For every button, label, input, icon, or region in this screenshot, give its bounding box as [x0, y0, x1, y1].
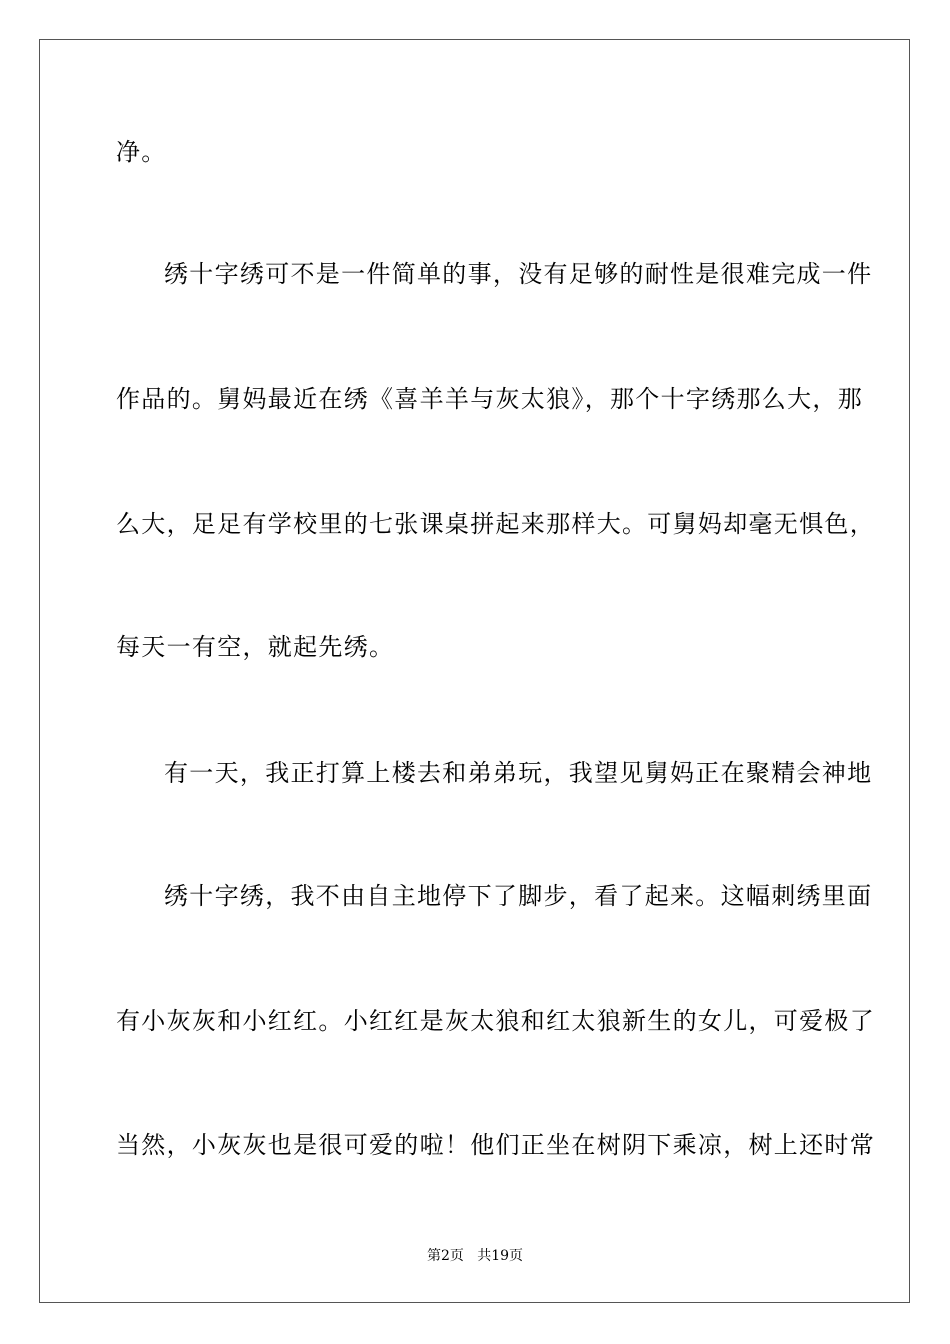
text-line: 有小灰灰和小红红。小红红是灰太狼和红太狼新生的女儿，可爱极了 — [116, 1007, 875, 1035]
text-line: 么大，足足有学校里的七张课桌拼起来那样大。可舅妈却毫无惧色， — [116, 510, 875, 538]
text-line: 作品的。舅妈最近在绣《喜羊羊与灰太狼》，那个十字绣那么大，那 — [116, 385, 863, 413]
text-line: 绣十字绣可不是一件简单的事，没有足够的耐性是很难完成一件 — [164, 260, 873, 288]
text-line: 当然，小灰灰也是很可爱的啦！他们正坐在树阴下乘凉，树上还时常 — [116, 1131, 875, 1159]
text-line: 绣十字绣，我不由自主地停下了脚步，看了起来。这幅刺绣里面 — [164, 882, 873, 910]
text-line: 有一天，我正打算上楼去和弟弟玩，我望见舅妈正在聚精会神地 — [164, 759, 873, 787]
text-line: 净。 — [116, 138, 167, 166]
page-frame — [39, 39, 910, 1303]
text-line: 每天一有空，就起先绣。 — [116, 633, 395, 661]
page-footer: 第2页 共19页 — [426, 1248, 524, 1264]
